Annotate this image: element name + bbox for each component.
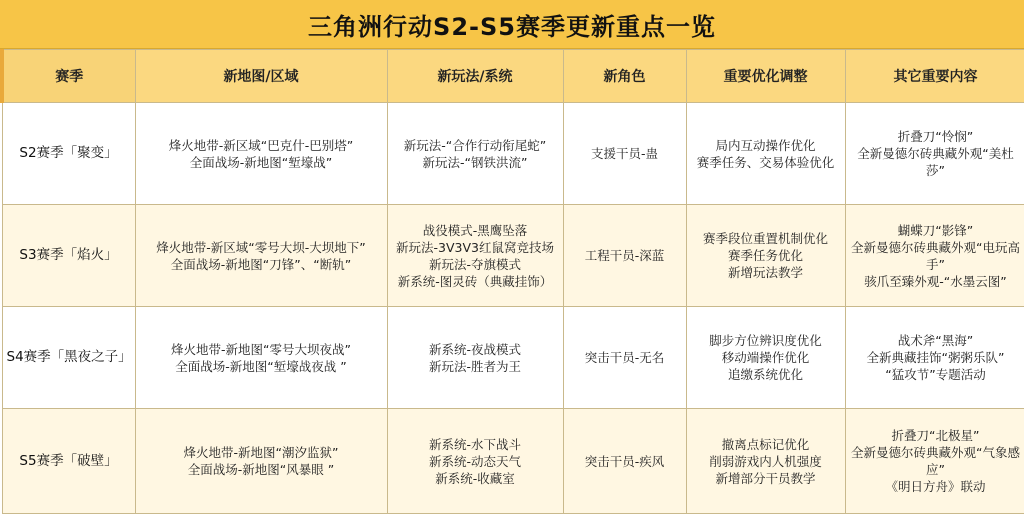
maps-cell [135,205,387,307]
cell-line: 全面战场-新地图“风暴眼 ” [187,462,335,477]
maps-cell [135,409,387,514]
table-row [2,409,1024,514]
cell-line: 新增部分干员教学 [715,470,816,486]
cell-line: 全面战场-新地图“刀锋”、“断轨” [170,256,352,272]
season-cell: S5赛季「破壁」 [2,409,135,514]
cell-line: 折叠刀“北极星” [891,428,980,443]
header-row [2,50,1024,103]
header-other: 其它重要内容 [845,50,1024,103]
cell-line: 新玩法-3V3V3红鼠窝竞技场 [396,239,554,255]
cell-line: 新增玩法教学 [727,265,803,280]
cell-line: 撤离点标记优化 [721,436,810,452]
cell-line: 骇爪至臻外观-“水墨云图” [864,273,1007,289]
cell-line: 烽火地带-新区域“零号大坝-大坝地下” [156,239,366,255]
cell-line: 支援干员-蛊 [590,146,658,161]
modes-cell [387,307,563,409]
other-cell [845,409,1024,514]
title-bar [0,0,1024,49]
cell-line: 新玩法-胜者为王 [428,358,521,374]
maps-cell [135,307,387,409]
characters-cell [563,409,686,514]
characters-cell [563,103,686,205]
other-cell [845,103,1024,205]
cell-line: 折叠刀“怜悯” [897,129,974,144]
optimizations-cell [686,409,845,514]
table-row [2,205,1024,307]
cell-line: 烽火地带-新地图“零号大坝夜战” [171,341,351,357]
header-maps: 新地图/区域 [135,50,387,103]
cell-line: 新系统-夜战模式 [428,341,521,357]
characters-cell [563,205,686,307]
cell-line: 烽火地带-新地图“潮汐监狱” [183,445,339,460]
table-row [2,103,1024,205]
cell-line: 削弱游戏内人机强度 [709,453,822,469]
season-update-table [0,49,1024,514]
cell-line: 新玩法-“钢铁洪流” [422,154,528,170]
cell-line: 全新曼德尔砖典藏外观“电玩高手” [851,239,1020,272]
modes-cell [387,205,563,307]
header-season: 赛季 [2,50,135,103]
other-cell [845,205,1024,307]
cell-line: 蝴蝶刀“影锋” [897,222,974,238]
cell-line: 烽火地带-新区域“巴克什-巴别塔” [168,137,354,153]
season-cell: S2赛季「聚变」 [2,103,135,205]
cell-line: 移动端操作优化 [721,350,810,365]
season-cell: S3赛季「焰火」 [2,205,135,307]
cell-line: 全面战场-新地图“堑壕战” [189,154,333,170]
optimizations-cell [686,307,845,409]
cell-line: 新玩法-“合作行动衔尾蛇” [403,137,547,153]
cell-line: 战术斧“黑海” [897,333,974,348]
header-modes: 新玩法/系统 [387,50,563,103]
cell-line: 新系统-动态天气 [428,453,521,469]
header-optimizations: 重要优化调整 [686,50,845,103]
cell-line: 新系统-水下战斗 [428,436,521,452]
cell-line: 追缴系统优化 [727,367,803,382]
cell-line: 赛季段位重置机制优化 [702,231,828,246]
cell-line: 突击干员-无名 [584,350,665,365]
cell-line: 突击干员-疾风 [584,453,665,469]
other-cell [845,307,1024,409]
optimizations-cell [686,103,845,205]
cell-line: 战役模式-黑鹰坠落 [422,222,528,238]
cell-line: 工程干员-深蓝 [584,248,665,263]
cell-line: “猛攻节”专题活动 [885,367,986,382]
cell-line: 新系统-收藏室 [435,470,515,486]
cell-line: 《明日方舟》联动 [885,479,986,494]
modes-cell [387,103,563,205]
header-characters: 新角色 [563,50,686,103]
cell-line: 赛季任务、交易体验优化 [696,154,835,170]
modes-cell [387,409,563,514]
cell-line: 赛季任务优化 [727,248,803,263]
cell-line: 全新典藏挂饰“粥粥乐队” [866,350,1005,365]
page-title: 三角洲行动S2-S5赛季更新重点一览 [308,12,716,41]
characters-cell [563,307,686,409]
optimizations-cell [686,205,845,307]
cell-line: 脚步方位辨识度优化 [709,333,822,348]
cell-line: 新系统-图灵砖（典藏挂饰） [397,273,553,289]
maps-cell [135,103,387,205]
cell-line: 全新曼德尔砖典藏外观“气象感应” [851,445,1020,477]
season-cell: S4赛季「黑夜之子」 [2,307,135,409]
table-row [2,307,1024,409]
cell-line: 新玩法-夺旗模式 [428,256,521,272]
cell-line: 局内互动操作优化 [715,137,816,153]
cell-line: 全面战场-新地图“堑壕战夜战 ” [175,358,347,374]
cell-line: 全新曼德尔砖典藏外观“美杜莎” [857,146,1014,178]
